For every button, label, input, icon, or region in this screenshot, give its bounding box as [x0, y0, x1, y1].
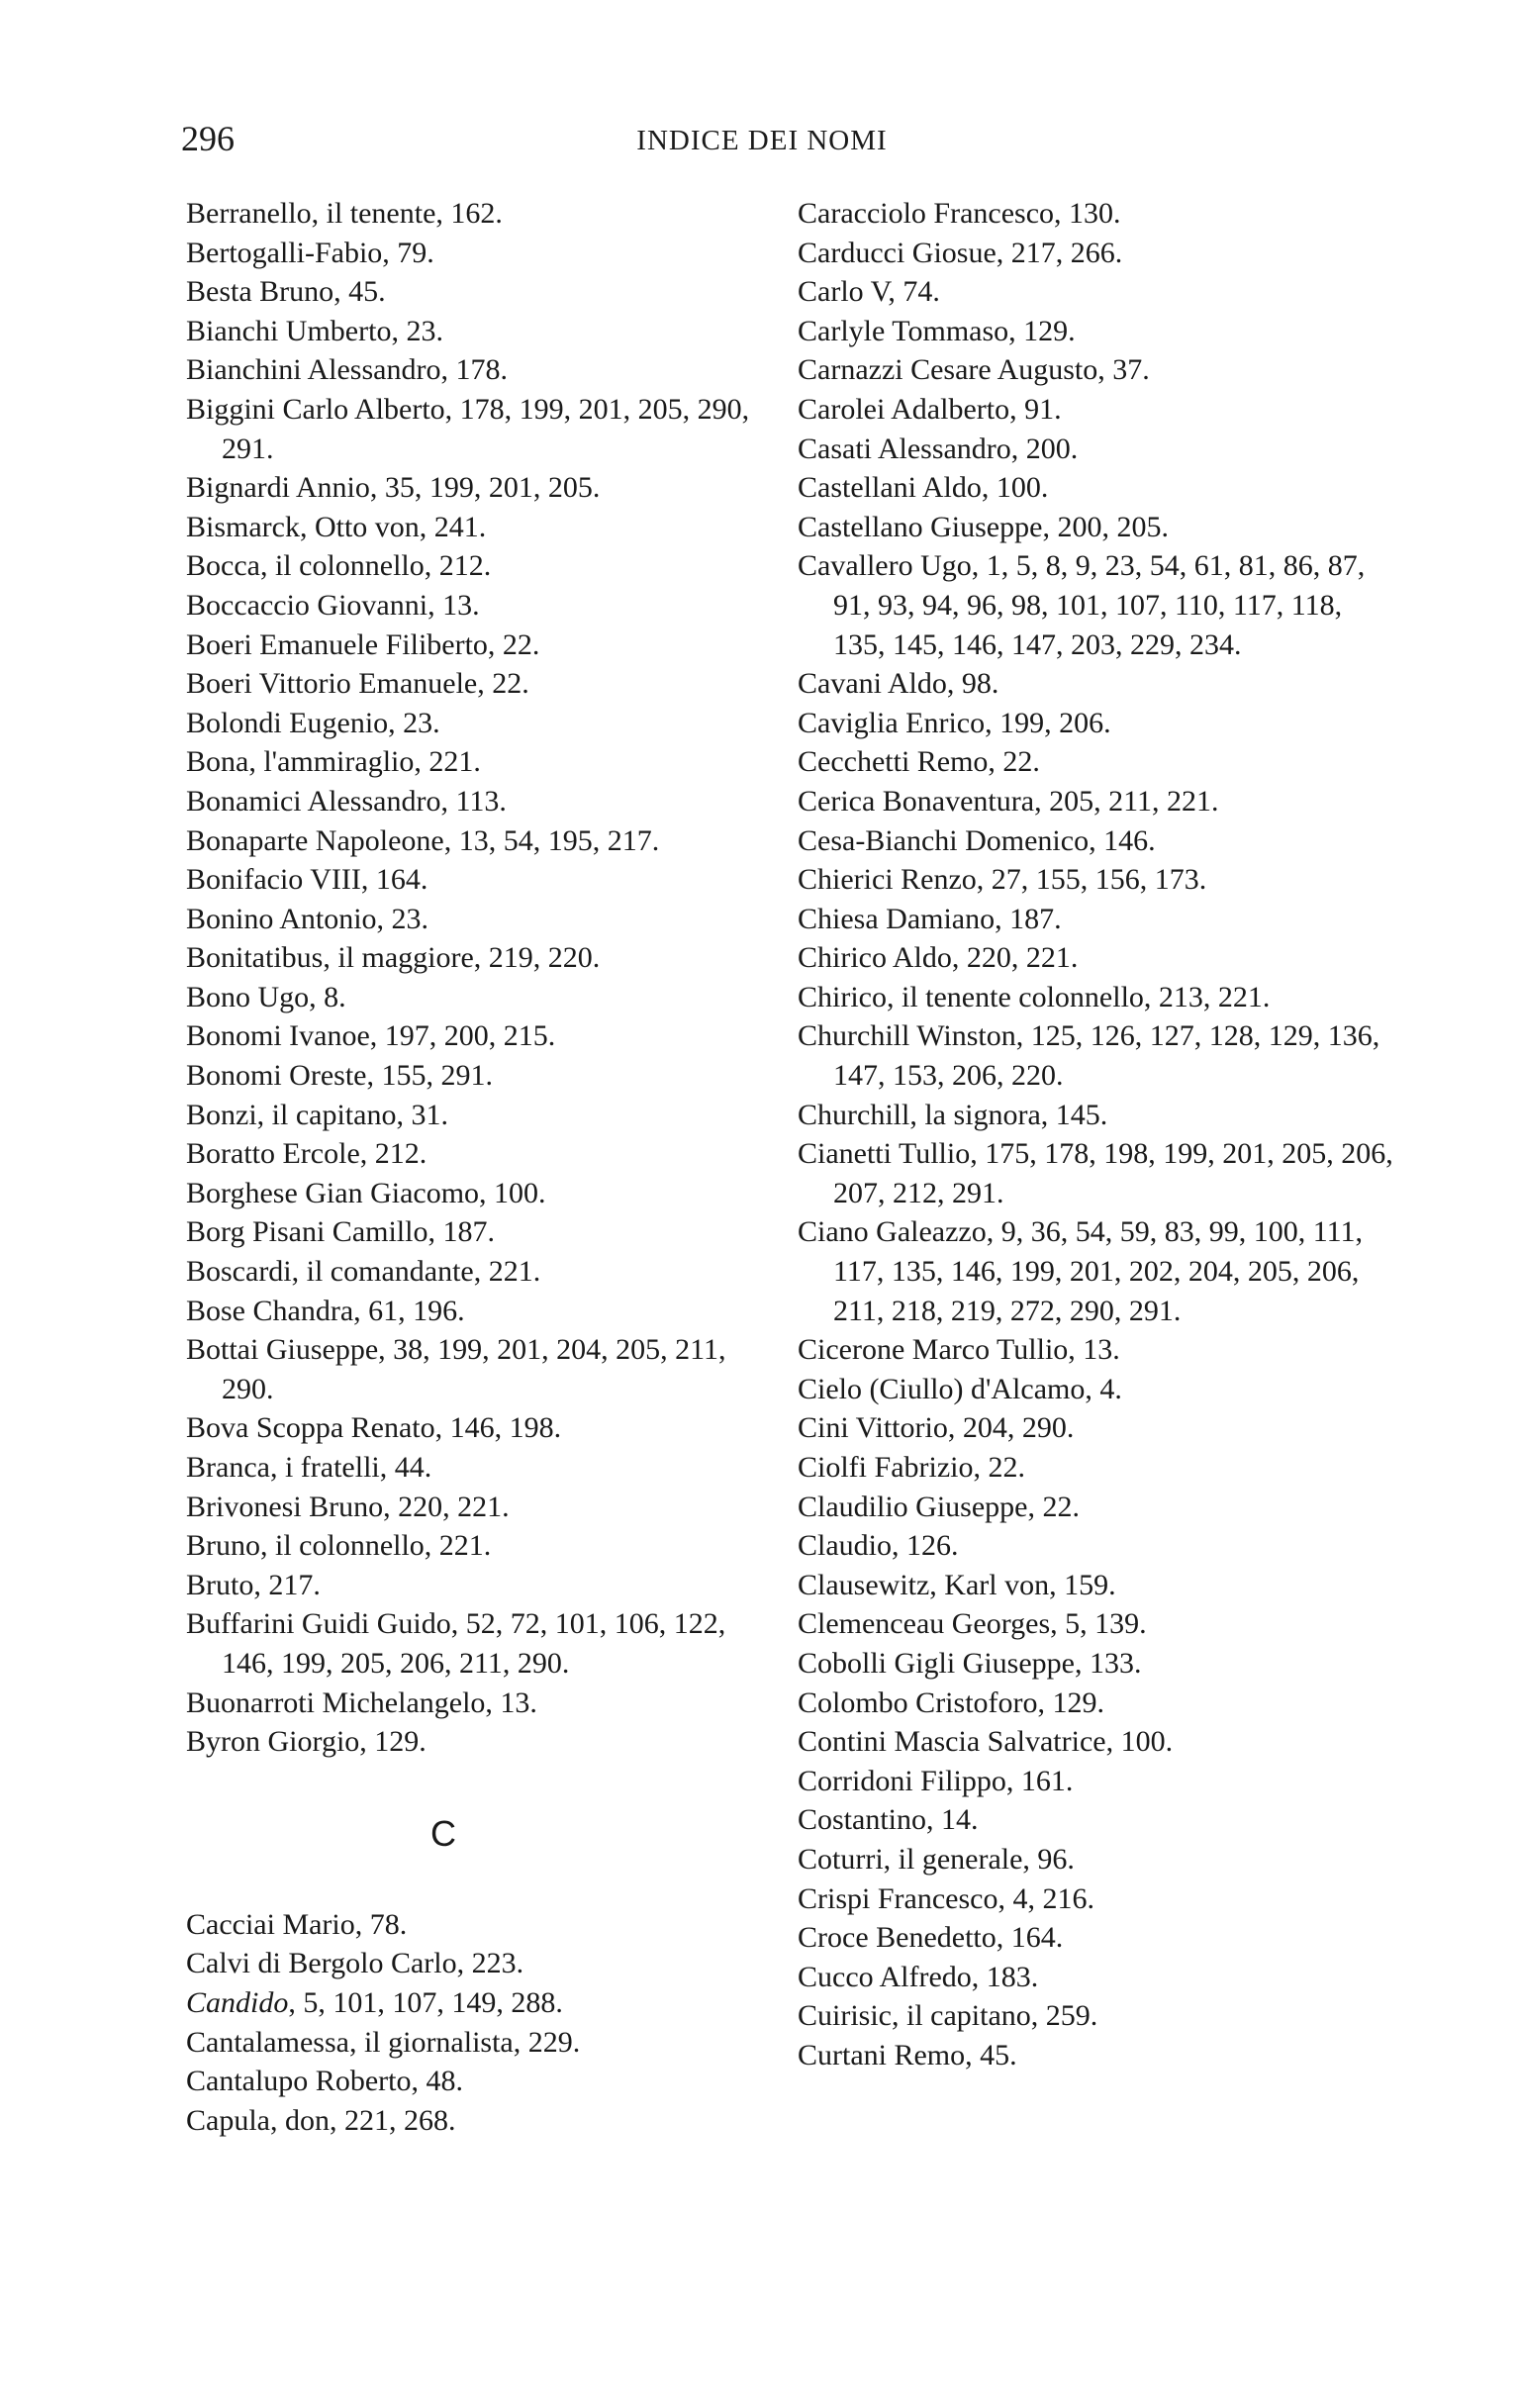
index-entry: Bolondi Eugenio, 23. — [186, 706, 440, 739]
index-entry: Chirico Aldo, 220, 221. — [798, 941, 1079, 975]
index-entry: Bonzi, il capitano, 31. — [186, 1098, 448, 1131]
index-entry: Byron Giorgio, 129. — [186, 1725, 427, 1759]
index-entry: Carnazzi Cesare Augusto, 37. — [798, 353, 1150, 387]
index-entry: Bignardi Annio, 35, 199, 201, 205. — [186, 471, 601, 505]
index-entry: Bonino Antonio, 23. — [186, 902, 429, 935]
index-entry: Capula, don, 221, 268. — [186, 2103, 456, 2137]
index-entry: Chirico, il tenente colonnello, 213, 221. — [798, 980, 1271, 1013]
index-entry: Claudilio Giuseppe, 22. — [798, 1490, 1080, 1523]
index-entry: Berranello, il tenente, 162. — [186, 197, 503, 230]
index-entry: Bianchini Alessandro, 178. — [186, 353, 508, 387]
index-entry: Clemenceau Georges, 5, 139. — [798, 1607, 1147, 1641]
index-entry: Cesa-Bianchi Domenico, 146. — [798, 823, 1156, 857]
index-entry: Bonaparte Napoleone, 13, 54, 195, 217. — [186, 823, 660, 857]
index-entry: Ciano Galeazzo, 9, 36, 54, 59, 83, 99, 100, 111, 117, 135, 146, 199, 201, 202, 204, 205, 206, 211, 218, 219, 272, 290, 291. — [798, 1215, 1364, 1327]
index-entry: Clausewitz, Karl von, 159. — [798, 1568, 1116, 1601]
running-title: INDICE DEI NOMI — [636, 125, 888, 156]
index-entry: Ciolfi Fabrizio, 22. — [798, 1451, 1025, 1484]
index-entry: Costantino, 14. — [798, 1803, 979, 1837]
index-entry: Cianetti Tullio, 175, 178, 198, 199, 201, 205, 206, 207, 212, 291. — [798, 1137, 1393, 1209]
index-entry: Brivonesi Bruno, 220, 221. — [186, 1490, 510, 1523]
index-entry: Boeri Emanuele Filiberto, 22. — [186, 627, 540, 661]
index-entry: Cuirisic, il capitano, 259. — [798, 1999, 1098, 2033]
index-entry: Cielo (Ciullo) d'Alcamo, 4. — [798, 1372, 1122, 1405]
index-entry: Chierici Renzo, 27, 155, 156, 173. — [798, 863, 1207, 897]
section-letter: C — [430, 1812, 456, 1854]
index-entry: Bonomi Oreste, 155, 291. — [186, 1059, 493, 1093]
index-entry: Carlo V, 74. — [798, 275, 940, 309]
index-entry: Bocca, il colonnello, 212. — [186, 549, 492, 583]
index-entry: Besta Bruno, 45. — [186, 275, 386, 309]
index-entry: Cantalamessa, il giornalista, 229. — [186, 2025, 581, 2059]
index-entry: Coturri, il generale, 96. — [798, 1842, 1075, 1876]
index-entry: Cicerone Marco Tullio, 13. — [798, 1333, 1120, 1367]
index-entry: Bonitatibus, il maggiore, 219, 220. — [186, 941, 601, 975]
index-entry: Churchill Winston, 125, 126, 127, 128, 129, 136, 147, 153, 206, 220. — [798, 1019, 1380, 1093]
index-entry: Castellano Giuseppe, 200, 205. — [798, 510, 1169, 543]
index-entry: Borg Pisani Camillo, 187. — [186, 1215, 495, 1249]
entries-c-continued — [186, 2023, 780, 2141]
index-entry: Curtani Remo, 45. — [798, 2038, 1017, 2071]
index-column-right — [798, 194, 1401, 2075]
index-entry: Chiesa Damiano, 187. — [798, 902, 1062, 935]
index-entry: Bonifacio VIII, 164. — [186, 863, 428, 897]
index-entry: Carducci Giosue, 217, 266. — [798, 236, 1123, 269]
index-entry: Boratto Ercole, 212. — [186, 1137, 427, 1171]
index-entry — [186, 1983, 780, 2023]
index-entry: Boscardi, il comandante, 221. — [186, 1255, 541, 1289]
index-entry: Buonarroti Michelangelo, 13. — [186, 1686, 537, 1719]
index-entry: Crispi Francesco, 4, 216. — [798, 1881, 1094, 1915]
entry-pages: , 5, 101, 107, 149, 288. — [288, 1985, 563, 2019]
index-entry: Boeri Vittorio Emanuele, 22. — [186, 667, 529, 701]
index-entry: Bono Ugo, 8. — [186, 980, 346, 1013]
index-entry: Croce Benedetto, 164. — [798, 1921, 1064, 1955]
index-entry: Contini Mascia Salvatrice, 100. — [798, 1725, 1174, 1759]
index-entry: Casati Alessandro, 200. — [798, 432, 1079, 465]
index-entry: Calvi di Bergolo Carlo, 223. — [186, 1947, 524, 1980]
index-entry: Branca, i fratelli, 44. — [186, 1451, 432, 1484]
index-entry: Cavallero Ugo, 1, 5, 8, 9, 23, 54, 61, 81, 86, 87, 91, 93, 94, 96, 98, 101, 107, 110, 117, 118, 135, 145, 146, 147, 203, 229, 234. — [798, 549, 1366, 661]
index-entry: Biggini Carlo Alberto, 178, 199, 201, 205, 290, 291. — [186, 392, 750, 465]
index-entry: Cavani Aldo, 98. — [798, 667, 999, 701]
index-entry: Bose Chandra, 61, 196. — [186, 1294, 465, 1327]
index-entry: Bonamici Alessandro, 113. — [186, 784, 507, 818]
index-entry: Bismarck, Otto von, 241. — [186, 510, 487, 543]
index-entry: Cini Vittorio, 204, 290. — [798, 1411, 1075, 1445]
index-entry: Bianchi Umberto, 23. — [186, 314, 443, 347]
index-entry: Borghese Gian Giacomo, 100. — [186, 1176, 546, 1209]
index-entry: Cerica Bonaventura, 205, 211, 221. — [798, 784, 1219, 818]
index-entry: Bruno, il colonnello, 221. — [186, 1529, 492, 1563]
index-entry: Caracciolo Francesco, 130. — [798, 197, 1121, 230]
index-entry: Caviglia Enrico, 199, 206. — [798, 706, 1111, 739]
index-entry: Churchill, la signora, 145. — [798, 1098, 1108, 1131]
index-entry: Bottai Giuseppe, 38, 199, 201, 204, 205, 211, 290. — [186, 1333, 726, 1405]
index-entry: Bona, l'ammiraglio, 221. — [186, 745, 481, 779]
entries-b — [186, 194, 780, 1762]
index-entry: Carolei Adalberto, 91. — [798, 392, 1062, 426]
entries-c — [186, 1905, 780, 1983]
entries-c-right — [798, 194, 1401, 2075]
index-entry: Cucco Alfredo, 183. — [798, 1960, 1039, 1993]
index-entry: Castellani Aldo, 100. — [798, 471, 1049, 505]
index-entry: Corridoni Filippo, 161. — [798, 1764, 1074, 1797]
index-entry: Boccaccio Giovanni, 13. — [186, 588, 480, 622]
index-entry: Cantalupo Roberto, 48. — [186, 2065, 463, 2098]
index-entry: Cacciai Mario, 78. — [186, 1907, 408, 1941]
index-entry: Carlyle Tommaso, 129. — [798, 314, 1076, 347]
italic-title: Candido — [186, 1985, 289, 2019]
index-entry: Buffarini Guidi Guido, 52, 72, 101, 106, 122, 146, 199, 205, 206, 211, 290. — [186, 1607, 726, 1680]
index-entry: Bertogalli-Fabio, 79. — [186, 236, 434, 269]
index-entry: Bruto, 217. — [186, 1568, 321, 1601]
index-entry: Colombo Cristoforo, 129. — [798, 1686, 1105, 1719]
index-entry: Claudio, 126. — [798, 1529, 959, 1563]
index-entry: Bonomi Ivanoe, 197, 200, 215. — [186, 1019, 556, 1053]
index-entry: Bova Scoppa Renato, 146, 198. — [186, 1411, 562, 1445]
index-entry: Cobolli Gigli Giuseppe, 133. — [798, 1646, 1142, 1680]
index-entry: Cecchetti Remo, 22. — [798, 745, 1040, 779]
index-column-left — [186, 194, 780, 2140]
page-number: 296 — [181, 119, 235, 158]
